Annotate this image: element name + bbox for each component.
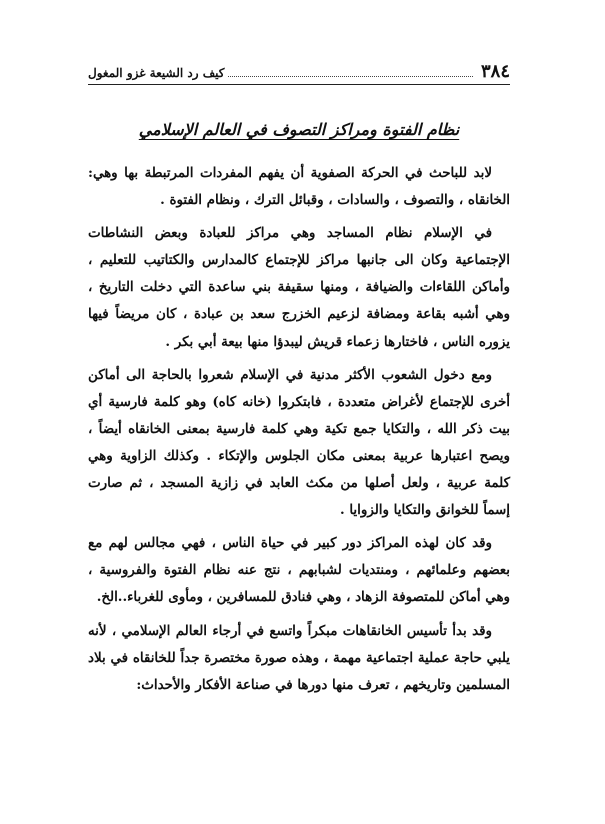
paragraph-5: وقد بدأ تأسيس الخانقاهات مبكراً واتسع في أرجاء العالم الإسلامي ، لأنه يلبي حاجة عملية اجتماعية مهمة ، وهذه صورة مختصرة جداً للخانقاه في بلاد المسلمين وتاريخهم ، تعرف منها دورها في صناعة الأفكار والأحداث: [88,622,510,693]
page-number: ٣٨٤ [480,61,510,82]
header-leader-dots [228,76,473,77]
paragraph-4: وقد كان لهذه المراكز دور كبير في حياة الناس ، فهي مجالس لهم مع بعضهم وعلمائهم ، ومنتديات لشبابهم ، نتج عنه نظام الفتوة والفروسية ، وهي أماكن للمتصوفة الزهاد ، وهي فنادق للمسافرين ، ومأوى للغرباء..الخ. [88,535,510,606]
paragraph-2: في الإسلام نظام المساجد وهي مراكز للعبادة وبعض النشاطات الإجتماعية وكان الى جانبها مراكز للإجتماع كالمدارس والكتاتيب للتعليم ، وأماكن اللقاءات والضيافة ، ومنها سقيفة بني ساعدة التي دخلت التاريخ ، وهي أشبه بقاعة ومضافة لزعيم الخزرج سعد بن عبادة ، كان مريضاً فيها يزوره الناس ، فاختارها زعماء قريش ليبدؤا منها بيعة أبي بكر . [88,225,510,350]
header-rule [88,84,510,85]
page-header [88,58,510,82]
section-title: نظام الفتوة ومراكز التصوف في العالم الإسلامي [138,120,460,139]
running-title: كيف رد الشيعة غزو المغول [88,66,225,80]
paragraph-1: لابد للباحث في الحركة الصفوية أن يفهم المفردات المرتبطة بها وهي: الخانقاه ، والتصوف ، والسادات ، وقبائل الترك ، ونظام الفتوة . [88,165,510,209]
body-text [88,160,510,705]
paragraph-3: ومع دخول الشعوب الأكثر مدنية في الإسلام شعروا بالحاجة الى أماكن أخرى للإجتماع لأغراض متعددة ، فابتكروا (خانه كاه) وهو كلمة فارسية أي بيت ذكر الله ، والتكايا جمع تكية وهي كلمة فارسية بمعنى الخانقاه أيضاً ، ويصح اعتبارها عربية بمعنى مكان الجلوس والإتكاء . وكذلك الزاوية وهي كلمة عربية ، ولعل أصلها من مكث العابد في زازية المسجد ، ثم صارت إسماً للخوانق والتكايا والزوايا . [88,366,510,519]
